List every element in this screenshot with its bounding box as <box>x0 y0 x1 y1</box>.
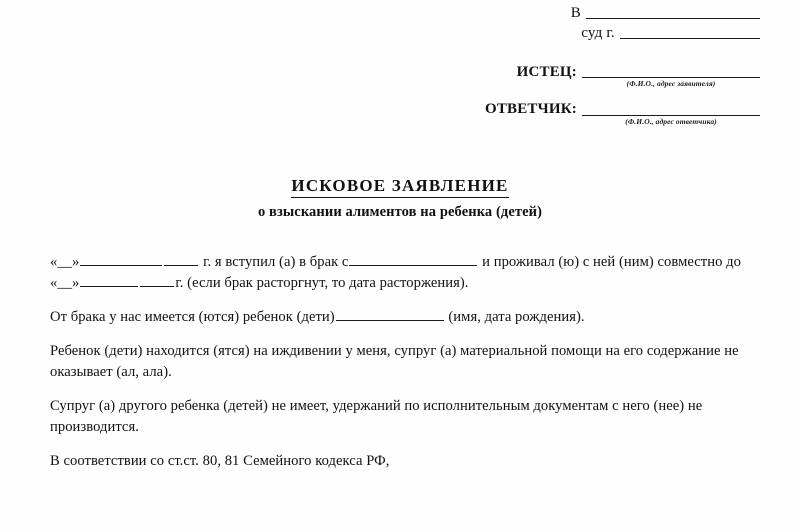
plaintiff-fill-line[interactable] <box>582 76 760 78</box>
p2-text-a: От брака у нас имеется (ются) ребенок (дети) <box>50 309 335 325</box>
marriage-year-fill-2[interactable] <box>140 274 174 287</box>
plaintiff-hint: (Ф.И.О., адрес заявителя) <box>626 79 716 88</box>
defendant-hint-row <box>430 118 760 126</box>
plaintiff-label: ИСТЕЦ: <box>516 63 577 80</box>
court-name-fill-line[interactable] <box>586 17 760 19</box>
court-city-fill-line[interactable] <box>620 37 760 39</box>
court-city-row <box>430 26 760 42</box>
paragraph-dependency: Ребенок (дети) находится (ятся) на иждивении у меня, супруг (а) материальной помощи на его содержание не оказывает (ал, ала). <box>50 343 739 380</box>
court-city-label: суд г. <box>581 24 615 41</box>
defendant-fill-line[interactable] <box>582 114 760 116</box>
defendant-hint: (Ф.И.О., адрес ответчика) <box>625 116 717 126</box>
document-body <box>50 252 772 472</box>
p1-text-b: г. я вступил (а) в брак с <box>203 254 349 270</box>
paragraph-children <box>50 307 772 328</box>
p1-text-c: и проживал (ю) с ней (ним) совместно до «__» <box>50 254 741 291</box>
document-title: ИСКОВОЕ ЗАЯВЛЕНИЕ <box>291 176 508 198</box>
paragraph-legal-basis: В соответствии со ст.ст. 80, 81 Семейного кодекса РФ, <box>50 453 390 469</box>
defendant-label: ОТВЕТЧИК: <box>484 100 577 117</box>
paragraph-no-other-children: Супруг (а) другого ребенка (детей) не имеет, удержаний по исполнительным документам с него (нее) не производится. <box>50 398 703 435</box>
court-name-row <box>430 6 760 22</box>
p1-text-d: г. (если брак расторгнут, то дата расторжения). <box>175 275 469 291</box>
paragraph-marriage <box>50 252 772 294</box>
title-area <box>0 176 800 221</box>
court-header-block <box>430 6 760 125</box>
p2-text-b: (имя, дата рождения). <box>448 309 585 325</box>
plaintiff-row <box>430 65 760 81</box>
plaintiff-hint-row <box>430 80 760 88</box>
marriage-date-fill-1[interactable] <box>80 253 162 266</box>
spouse-name-fill[interactable] <box>349 253 477 266</box>
court-label: В <box>570 5 581 21</box>
document-subtitle: о взыскании алиментов на ребенка (детей) <box>257 203 543 220</box>
defendant-row <box>430 102 760 118</box>
child-name-fill[interactable] <box>336 308 444 321</box>
p1-text-a: «__» <box>50 254 80 270</box>
marriage-date-fill-2[interactable] <box>80 274 138 287</box>
marriage-year-fill-1[interactable] <box>164 253 198 266</box>
